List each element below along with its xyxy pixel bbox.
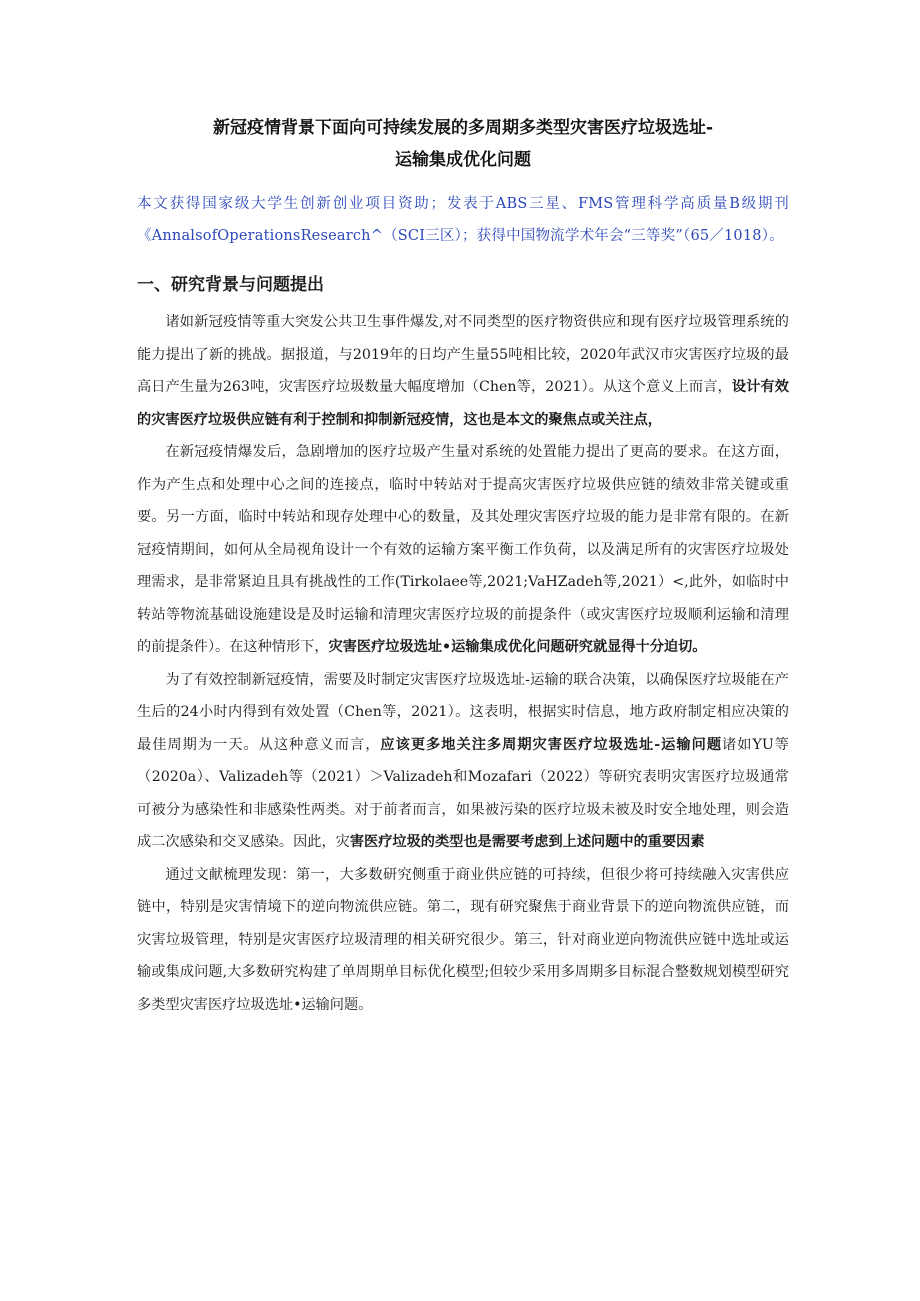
title-line-2: 运输集成优化问题: [395, 150, 531, 170]
bold-emphasis: 灾害医疗垃圾选址•运输集成优化问题研究就显得十分迫切。: [328, 639, 707, 655]
paragraph-text: 诸如新冠疫情等重大突发公共卫生事件爆发,对不同类型的医疗物资供应和现有医疗垃圾管理系统的能力提出了新的挑战。据报道，与2019年的日均产生量55吨相比较，2020年武汉市灾害医疗垃圾的最高日产生量为263吨，灾害医疗垃圾数量大幅度增加（Chen等，2021）。从这个意义上而言，: [137, 314, 789, 395]
document-title: [137, 112, 789, 176]
bold-emphasis: 害医疗垃圾的类型也是需要考虑到上述问题中的重要因素: [349, 834, 705, 850]
document-page: [137, 112, 789, 1021]
funding-note: 本文获得国家级大学生创新创业项目资助；发表于ABS三星、FMS管理科学高质量B级期刊《AnnalsofOperationsResearch^（SCI三区）；获得中国物流学术年会“三等奖”（65／1018）。: [137, 196, 789, 244]
paragraph-1: [137, 306, 789, 436]
section-heading: 一、研究背景与问题提出: [137, 275, 324, 295]
paragraph-text: 诸如YU等（2020a）、Valizadeh等（2021）＞Valizadeh和Mozafari（2022）等研究表明灾害医疗垃圾通常可被分为感染性和非感染性两类。对于前者而言，如果被污染的医疗垃圾未被及时安全地处理，则会造成二次感染和交叉感染。因此，灾: [137, 736, 789, 850]
paragraph-text: 为了有效控制新冠疫情，需要及时制定灾害医疗垃圾选址-运输的联合决策，以确保医疗垃圾能在产生后的24小时内得到有效处置（Chen等，2021）。这表明，根据实时信息，地方政府制定相应决策的最佳周期为一天。从这种意义而言，: [137, 671, 789, 753]
paragraph-4: [137, 859, 789, 1022]
bold-emphasis: 应该更多地关注多周期灾害医疗垃圾选址-运输问题: [380, 736, 723, 753]
paragraph-text: 通过文献梳理发现：第一，大多数研究侧重于商业供应链的可持续，但很少将可持续融入灾害供应链中，特别是灾害情境下的逆向物流供应链。第二，现有研究聚焦于商业背景下的逆向物流供应链，而灾害垃圾管理，特别是灾害医疗垃圾清理的相关研究很少。第三，针对商业逆向物流供应链中选址或运输或集成问题,大多数研究构建了单周期单目标优化模型;但较少采用多周期多目标混合整数规划模型研究多类型灾害医疗垃圾选址•运输问题。: [137, 866, 789, 1013]
paragraph-3: [137, 664, 789, 859]
title-line-1: 新冠疫情背景下面向可持续发展的多周期多类型灾害医疗垃圾选址-: [212, 118, 714, 138]
bold-emphasis: 设计有效的灾害医疗垃圾供应链有利于控制和抑制新冠疫情，这也是本文的聚焦点或关注点，: [137, 379, 789, 428]
paragraph-2: [137, 436, 789, 664]
paragraph-text: 在新冠疫情爆发后，急剧增加的医疗垃圾产生量对系统的处置能力提出了更高的要求。在这方面，作为产生点和处理中心之间的连接点，临时中转站对于提高灾害医疗垃圾供应链的绩效非常关键或重要。另一方面，临时中转站和现存处理中心的数量，及其处理灾害医疗垃圾的能力是非常有限的。在新冠疫情期间，如何从全局视角设计一个有效的运输方案平衡工作负荷，以及满足所有的灾害医疗垃圾处理需求，是非常紧迫且具有挑战性的工作(Tirkolaee等,2021;VaHZadeh等,2021）<,此外，如临时中转站等物流基础设施建设是及时运输和清理灾害医疗垃圾的前提条件（或灾害医疗垃圾顺利运输和清理的前提条件）。在这种情形下，: [137, 444, 789, 655]
